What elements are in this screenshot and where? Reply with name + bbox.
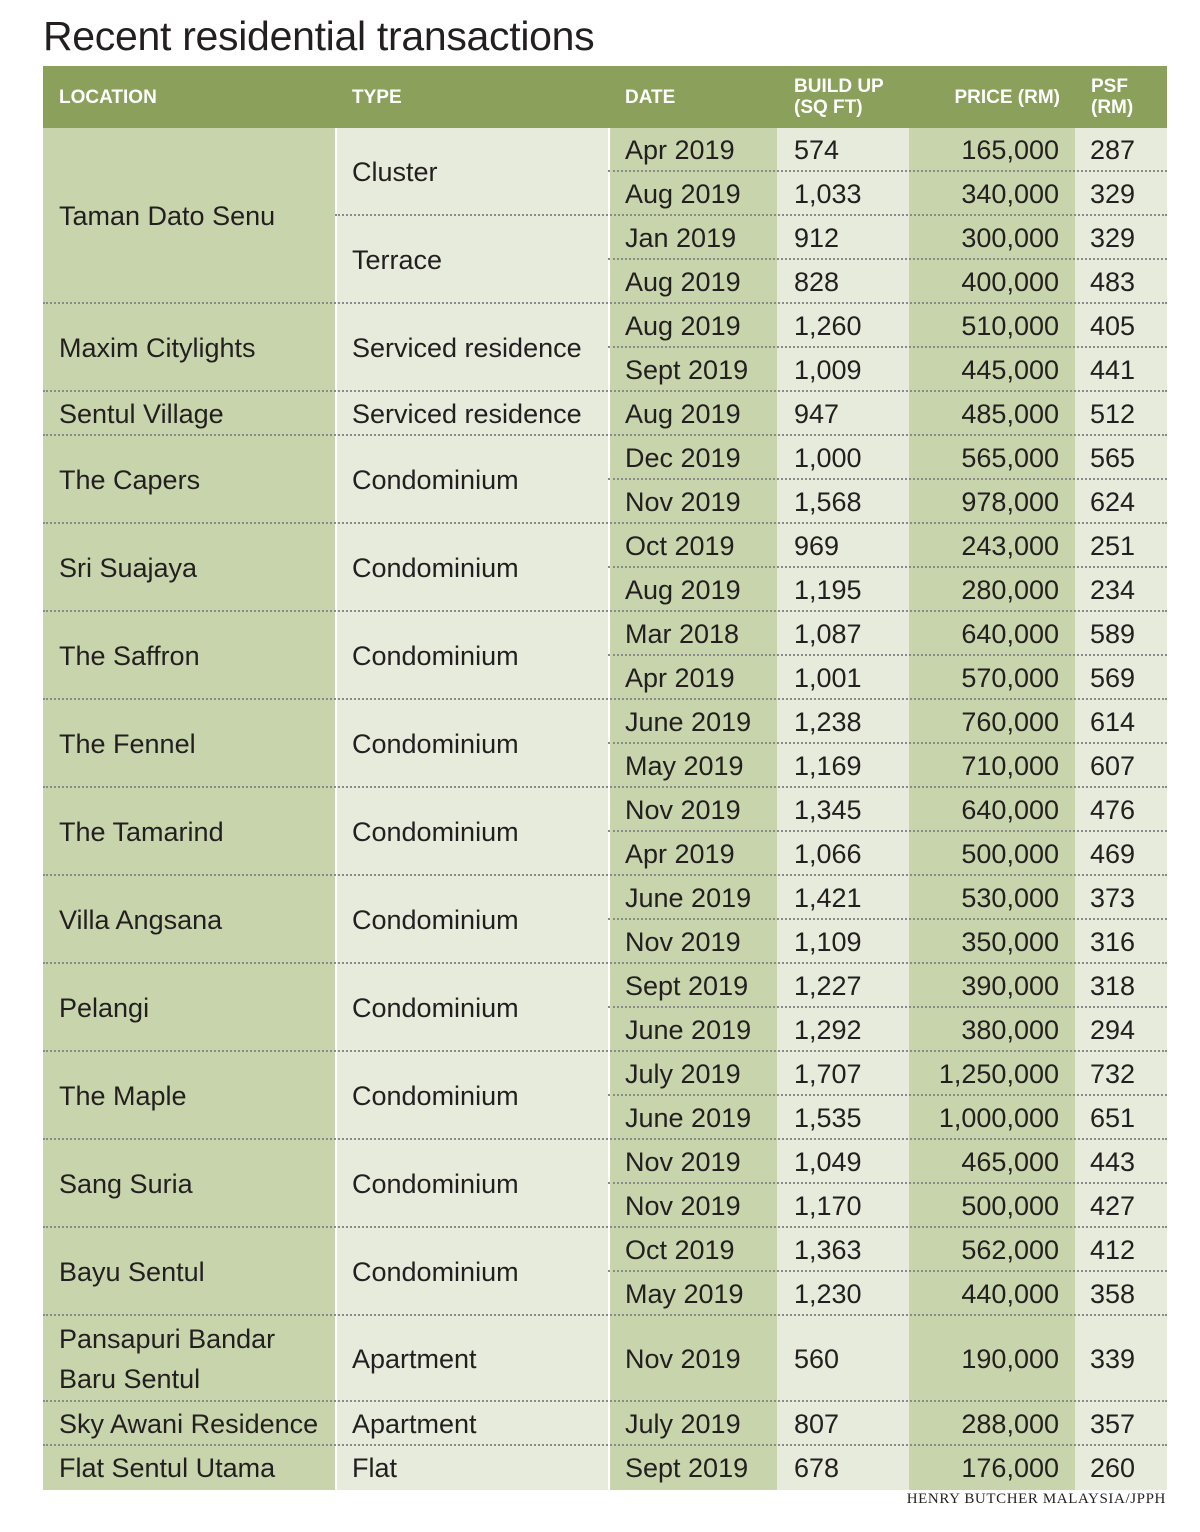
location-group	[43, 436, 1167, 524]
date-cell: Nov 2019	[625, 1191, 741, 1221]
build-up-cell: 1,087	[794, 619, 862, 649]
table-row	[608, 524, 1167, 568]
location-cell: Pelangi	[59, 993, 150, 1023]
price-cell: 340,000	[961, 179, 1059, 209]
table-row	[608, 1184, 1167, 1228]
table-row	[608, 700, 1167, 744]
build-up-cell: 1,568	[794, 487, 862, 517]
price-cell: 390,000	[961, 971, 1059, 1001]
date-cell: Sept 2019	[625, 1453, 749, 1483]
build-up-cell: 828	[794, 267, 840, 297]
date-cell: Aug 2019	[625, 179, 741, 209]
date-cell: Oct 2019	[625, 531, 735, 561]
location-group	[43, 524, 1167, 612]
build-up-cell: 678	[794, 1453, 840, 1483]
column-gap	[335, 788, 337, 876]
page-title: Recent residential transactions	[43, 13, 595, 59]
type-cell: Condominium	[352, 817, 519, 847]
psf-cell: 358	[1090, 1279, 1136, 1309]
price-cell: 978,000	[961, 487, 1059, 517]
header-psf-line2: (RM)	[1091, 97, 1134, 118]
psf-cell: 732	[1090, 1059, 1136, 1089]
price-cell: 445,000	[961, 355, 1059, 385]
build-up-cell: 1,292	[794, 1015, 862, 1045]
price-cell: 400,000	[961, 267, 1059, 297]
psf-cell: 329	[1090, 223, 1136, 253]
table-row	[608, 392, 1167, 436]
type-cell: Serviced residence	[352, 333, 582, 363]
date-cell: Aug 2019	[625, 311, 741, 341]
location-group	[43, 1316, 1167, 1402]
build-up-cell: 1,066	[794, 839, 862, 869]
date-cell: Nov 2019	[625, 927, 741, 957]
table-row	[608, 436, 1167, 480]
date-cell: May 2019	[625, 751, 744, 781]
price-cell: 500,000	[961, 839, 1059, 869]
location-cell: Sri Suajaya	[59, 553, 198, 583]
type-cell: Flat	[352, 1453, 398, 1483]
type-cell: Cluster	[352, 157, 438, 187]
location-cell: The Saffron	[59, 641, 200, 671]
location-group	[43, 1446, 1167, 1490]
build-up-cell: 1,170	[794, 1191, 862, 1221]
location-group	[43, 1140, 1167, 1228]
table-row	[608, 656, 1167, 700]
psf-cell: 441	[1090, 355, 1136, 385]
build-up-cell: 560	[794, 1344, 840, 1374]
build-up-cell: 1,049	[794, 1147, 862, 1177]
location-group	[43, 392, 1167, 436]
table-row	[608, 1140, 1167, 1184]
date-cell: Sept 2019	[625, 355, 749, 385]
psf-cell: 339	[1090, 1344, 1136, 1374]
date-cell: Jan 2019	[625, 223, 737, 253]
psf-cell: 469	[1090, 839, 1136, 869]
header-build-up-line2: (SQ FT)	[794, 97, 863, 118]
transactions-table	[43, 66, 1167, 1490]
column-gap	[335, 700, 337, 788]
psf-cell: 251	[1090, 531, 1136, 561]
date-cell: Sept 2019	[625, 971, 749, 1001]
location-group	[43, 128, 1167, 304]
location-cell: Sky Awani Residence	[59, 1409, 319, 1439]
price-cell: 510,000	[961, 311, 1059, 341]
psf-cell: 565	[1090, 443, 1136, 473]
build-up-cell: 1,000	[794, 443, 862, 473]
column-gap	[335, 1446, 337, 1490]
price-cell: 530,000	[961, 883, 1059, 913]
date-cell: Apr 2019	[625, 135, 735, 165]
price-cell: 165,000	[961, 135, 1059, 165]
build-up-cell: 1,707	[794, 1059, 862, 1089]
table-row	[608, 304, 1167, 348]
type-cell: Terrace	[352, 245, 443, 275]
psf-cell: 318	[1090, 971, 1136, 1001]
date-cell: Apr 2019	[625, 663, 735, 693]
date-cell: Apr 2019	[625, 839, 735, 869]
build-up-cell: 1,195	[794, 575, 862, 605]
header-price: PRICE (RM)	[954, 86, 1060, 108]
date-cell: June 2019	[625, 1015, 752, 1045]
date-cell: Oct 2019	[625, 1235, 735, 1265]
location-group	[43, 700, 1167, 788]
column-gap	[335, 876, 337, 964]
price-cell: 565,000	[961, 443, 1059, 473]
table-row	[608, 1272, 1167, 1316]
build-up-cell: 1,260	[794, 311, 862, 341]
date-cell: Nov 2019	[625, 1344, 741, 1374]
date-cell: July 2019	[625, 1409, 741, 1439]
column-gap	[335, 392, 337, 436]
price-cell: 350,000	[961, 927, 1059, 957]
type-cell: Condominium	[352, 641, 519, 671]
location-cell: Sentul Village	[59, 399, 224, 429]
psf-cell: 260	[1090, 1453, 1136, 1483]
date-cell: July 2019	[625, 1059, 741, 1089]
header-location: LOCATION	[59, 86, 157, 108]
table-row	[608, 1096, 1167, 1140]
build-up-cell: 1,421	[794, 883, 862, 913]
table-row	[608, 260, 1167, 304]
table-row	[608, 964, 1167, 1008]
table-row	[608, 744, 1167, 788]
build-up-cell: 947	[794, 399, 840, 429]
column-gap	[335, 128, 337, 304]
price-cell: 760,000	[961, 707, 1059, 737]
source-credit: HENRY BUTCHER MALAYSIA/JPPH	[906, 1491, 1166, 1507]
date-cell: Nov 2019	[625, 795, 741, 825]
price-cell: 500,000	[961, 1191, 1059, 1221]
price-cell: 380,000	[961, 1015, 1059, 1045]
column-gap	[335, 1052, 337, 1140]
psf-cell: 476	[1090, 795, 1136, 825]
table-row	[608, 1008, 1167, 1052]
type-cell: Condominium	[352, 465, 519, 495]
price-cell: 243,000	[961, 531, 1059, 561]
type-cell: Condominium	[352, 905, 519, 935]
psf-cell: 287	[1090, 135, 1136, 165]
build-up-cell: 1,345	[794, 795, 862, 825]
price-cell: 288,000	[961, 1409, 1059, 1439]
psf-cell: 412	[1090, 1235, 1136, 1265]
price-cell: 562,000	[961, 1235, 1059, 1265]
psf-cell: 614	[1090, 707, 1136, 737]
build-up-cell: 1,535	[794, 1103, 862, 1133]
psf-cell: 329	[1090, 179, 1136, 209]
type-cell: Condominium	[352, 1081, 519, 1111]
location-group	[43, 612, 1167, 700]
date-cell: Aug 2019	[625, 575, 741, 605]
price-cell: 570,000	[961, 663, 1059, 693]
location-cell: The Fennel	[59, 729, 196, 759]
date-cell: June 2019	[625, 707, 752, 737]
build-up-cell: 1,363	[794, 1235, 862, 1265]
psf-cell: 651	[1090, 1103, 1136, 1133]
table-header	[43, 66, 1167, 128]
location-cell: Bayu Sentul	[59, 1257, 205, 1287]
build-up-cell: 1,009	[794, 355, 862, 385]
date-cell: May 2019	[625, 1279, 744, 1309]
build-up-cell: 1,033	[794, 179, 862, 209]
date-cell: Mar 2018	[625, 619, 740, 649]
location-cell: Flat Sentul Utama	[59, 1453, 276, 1483]
location-cell: The Tamarind	[59, 817, 224, 847]
build-up-cell: 969	[794, 531, 840, 561]
table-row	[608, 480, 1167, 524]
location-group	[43, 304, 1167, 392]
build-up-cell: 1,230	[794, 1279, 862, 1309]
price-cell: 280,000	[961, 575, 1059, 605]
date-cell: Aug 2019	[625, 399, 741, 429]
price-cell: 300,000	[961, 223, 1059, 253]
column-gap	[335, 524, 337, 612]
location-cell: The Maple	[59, 1081, 187, 1111]
column-gap	[335, 612, 337, 700]
type-cell: Condominium	[352, 553, 519, 583]
location-cell: Pansapuri Bandar Baru Sentul	[59, 1324, 276, 1394]
psf-cell: 294	[1090, 1015, 1136, 1045]
type-cell: Condominium	[352, 1169, 519, 1199]
location-cell: Maxim Citylights	[59, 333, 256, 363]
date-cell: Nov 2019	[625, 1147, 741, 1177]
table-row	[608, 1052, 1167, 1096]
build-up-cell: 912	[794, 223, 840, 253]
psf-cell: 569	[1090, 663, 1136, 693]
location-group	[43, 788, 1167, 876]
type-cell: Serviced residence	[352, 399, 582, 429]
build-up-cell: 574	[794, 135, 840, 165]
location-group	[43, 876, 1167, 964]
type-cell: Apartment	[352, 1409, 477, 1439]
table-row	[608, 128, 1167, 172]
date-cell: Nov 2019	[625, 487, 741, 517]
header-build-up	[794, 66, 884, 128]
psf-cell: 443	[1090, 1147, 1136, 1177]
table-row	[608, 216, 1167, 260]
date-cell: Aug 2019	[625, 267, 741, 297]
price-cell: 640,000	[961, 619, 1059, 649]
location-cell: The Capers	[59, 465, 201, 495]
header-date: DATE	[625, 86, 676, 108]
column-gap	[335, 1316, 337, 1402]
type-cell: Condominium	[352, 993, 519, 1023]
psf-cell: 316	[1090, 927, 1136, 957]
column-gap	[335, 1140, 337, 1228]
table-row	[608, 568, 1167, 612]
price-cell: 1,000,000	[938, 1103, 1059, 1133]
type-cell: Condominium	[352, 1257, 519, 1287]
psf-cell: 624	[1090, 487, 1136, 517]
psf-cell: 512	[1090, 399, 1136, 429]
column-gap	[335, 1228, 337, 1316]
date-cell: June 2019	[625, 883, 752, 913]
price-cell: 440,000	[961, 1279, 1059, 1309]
table-row	[608, 1402, 1167, 1446]
table-body	[43, 128, 1167, 1490]
psf-cell: 373	[1090, 883, 1136, 913]
column-gap	[335, 964, 337, 1052]
table-row	[608, 832, 1167, 876]
price-cell: 1,250,000	[938, 1059, 1059, 1089]
header-type: TYPE	[352, 86, 402, 108]
psf-cell: 483	[1090, 267, 1136, 297]
location-group	[43, 964, 1167, 1052]
table-row	[608, 348, 1167, 392]
column-gap	[335, 436, 337, 524]
price-cell: 190,000	[961, 1344, 1059, 1374]
build-up-cell: 1,109	[794, 927, 862, 957]
psf-cell: 589	[1090, 619, 1136, 649]
column-gap	[335, 304, 337, 392]
table-row	[608, 172, 1167, 216]
header-psf-line1: PSF	[1091, 76, 1128, 97]
location-group	[43, 1402, 1167, 1446]
table-row	[608, 1228, 1167, 1272]
price-cell: 465,000	[961, 1147, 1059, 1177]
build-up-cell: 807	[794, 1409, 840, 1439]
header-psf	[1091, 66, 1133, 128]
build-up-cell: 1,001	[794, 663, 862, 693]
date-cell: Dec 2019	[625, 443, 741, 473]
type-cell: Apartment	[352, 1344, 477, 1374]
price-cell: 640,000	[961, 795, 1059, 825]
build-up-cell: 1,169	[794, 751, 862, 781]
location-group	[43, 1052, 1167, 1140]
table-row	[608, 876, 1167, 920]
psf-cell: 607	[1090, 751, 1136, 781]
location-cell: Sang Suria	[59, 1169, 193, 1199]
header-build-up-line1: BUILD UP	[794, 76, 884, 97]
table-row	[608, 788, 1167, 832]
table-row	[608, 1316, 1167, 1402]
price-cell: 176,000	[961, 1453, 1059, 1483]
date-cell: June 2019	[625, 1103, 752, 1133]
location-cell: Villa Angsana	[59, 905, 223, 935]
type-cell: Condominium	[352, 729, 519, 759]
table-row	[608, 920, 1167, 964]
psf-cell: 357	[1090, 1409, 1136, 1439]
price-cell: 485,000	[961, 399, 1059, 429]
build-up-cell: 1,238	[794, 707, 862, 737]
table-row	[608, 612, 1167, 656]
price-cell: 710,000	[961, 751, 1059, 781]
location-group	[43, 1228, 1167, 1316]
location-cell: Taman Dato Senu	[59, 201, 276, 231]
psf-cell: 427	[1090, 1191, 1136, 1221]
build-up-cell: 1,227	[794, 971, 862, 1001]
table-row	[608, 1446, 1167, 1490]
column-gap	[335, 1402, 337, 1446]
psf-cell: 405	[1090, 311, 1136, 341]
psf-cell: 234	[1090, 575, 1136, 605]
